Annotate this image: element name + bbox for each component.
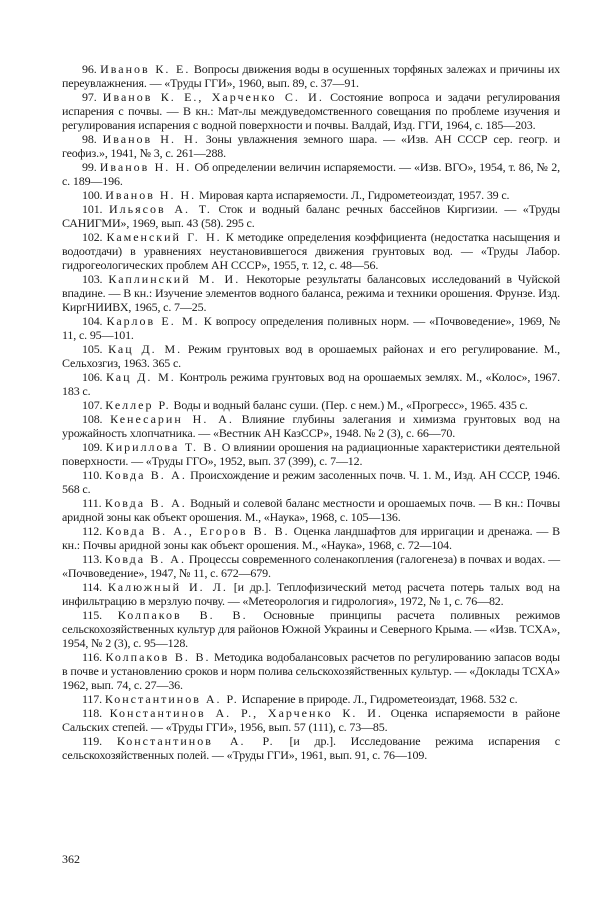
reference-text: Процессы современного соленакопления (галогенеза) в почвах и водах. — «Почвоведение», 1947, № 11, с. 672—679. — [62, 552, 560, 580]
reference-author: Колпаков В. В. — [117, 608, 248, 622]
reference-text: Состояние вопроса и задачи регулирования испарения с почвы. — В кн.: Мат-лы междуведомственного совещания по проблеме изучения и регулирования испарения с водной поверхности и почвы. Валдай, Изд. ГГИ, 1964, с. 185—203. — [62, 90, 561, 132]
reference-text: Испарение в природе. Л., Гидрометеоиздат, 1968. 532 с. — [241, 692, 518, 706]
reference-number: 114. — [82, 580, 102, 594]
reference-author: Ковда В. А., Егоров В. В. — [105, 524, 290, 538]
reference-entry — [62, 706, 560, 734]
reference-entry — [62, 608, 560, 650]
reference-author: Колпаков В. В. — [105, 650, 211, 664]
reference-author: Каплинский М. И. — [108, 272, 241, 286]
reference-number: 111. — [82, 496, 102, 510]
reference-author: Иванов К. Е. — [100, 62, 191, 76]
reference-number: 103. — [82, 272, 103, 286]
reference-number: 115. — [82, 608, 102, 622]
reference-text: Мировая карта испаряемости. Л., Гидрометеоиздат, 1957. 39 с. — [199, 188, 510, 202]
reference-entry — [62, 188, 560, 202]
page-number: 362 — [62, 852, 80, 866]
reference-entry — [62, 412, 560, 440]
reference-entry — [62, 272, 560, 314]
reference-number: 107. — [82, 398, 103, 412]
reference-list — [62, 62, 560, 762]
reference-number: 117. — [82, 692, 102, 706]
reference-text: [и др.]. Теплофизический метод расчета потерь талых вод на инфильтрацию в мерзлую почву. — «Метеорология и гидрология», 1972, № 1, с. 76—82. — [62, 580, 560, 608]
reference-text: Методика водобалансовых расчетов по регулированию запасов воды в почве и установлению сроков и норм полива сельскохозяйственных культур. — «Доклады ТСХА» 1962, вып. 74, с. 27—36. — [62, 650, 560, 692]
reference-number: 97. — [82, 90, 97, 104]
reference-author: Каменский Г. Н. — [106, 230, 222, 244]
reference-text: Основные принципы расчета поливных режимов сельскохозяйственных культур для районов Южной Украины и Северного Крыма. — «Изв. ТСХА», 1954, № 2 (3), с. 95—128. — [62, 608, 560, 650]
reference-entry — [62, 468, 560, 496]
reference-entry — [62, 62, 560, 90]
reference-number: 96. — [82, 62, 97, 76]
reference-number: 110. — [82, 468, 102, 482]
reference-text: Оценка ландшафтов для ирригации и дренажа. — В кн.: Почвы аридной зоны как объект орошения. М., «Наука», 1968, с. 72—104. — [62, 524, 560, 552]
reference-entry — [62, 440, 560, 468]
reference-number: 102. — [82, 230, 103, 244]
reference-author: Кириллова Т. В. — [105, 440, 219, 454]
reference-text: О влиянии орошения на радиационные характеристики деятельной поверхности. — «Труды ГГО», 1952, вып. 37 (399), с. 7—12. — [62, 440, 560, 468]
reference-text: Некоторые результаты балансовых исследований в Чуйской впадине. — В кн.: Изучение элементов водного баланса, режима и техники орошения. Фрунзе. Изд. КиргНИИВХ, 1965, с. 7—25. — [62, 272, 560, 314]
reference-text: Зоны увлажнения земного шара. — «Изв. АН СССР сер. геогр. и геофиз.», 1941, № 3, с. 261—288. — [62, 132, 561, 160]
reference-entry — [62, 552, 560, 580]
reference-number: 100. — [82, 188, 103, 202]
reference-author: Кац Д. М. — [105, 370, 176, 384]
reference-entry — [62, 132, 560, 160]
reference-author: Ковда В. А. — [104, 496, 187, 510]
reference-text: К методике определения коэффициента (недостатка насыщения и водоотдачи) в уравнениях неустановившегося движения грунтовых вод. — «Труды Лабор. гидрогеологических проблем АН СССР», 1955, т. 12, с. 48—56. — [62, 230, 560, 272]
reference-author: Келлер Р. — [105, 398, 171, 412]
reference-entry — [62, 734, 560, 762]
reference-entry — [62, 342, 560, 370]
reference-author: Кенесарин Н. А. — [110, 412, 234, 426]
reference-entry — [62, 90, 560, 132]
reference-text: Происхождение и режим засоленных почв. Ч. 1. М., Изд. АН СССР, 1946. 568 с. — [62, 468, 561, 496]
reference-author: Константинов А. Р. — [104, 692, 239, 706]
reference-author: Ковда В. А. — [104, 552, 186, 566]
reference-author: Кац Д. М. — [108, 342, 183, 356]
reference-entry — [62, 160, 560, 188]
reference-number: 109. — [82, 440, 103, 454]
reference-entry — [62, 202, 560, 230]
reference-number: 108. — [82, 412, 103, 426]
reference-author: Ковда В. А. — [105, 468, 187, 482]
reference-entry — [62, 692, 560, 706]
reference-text: Воды и водный баланс суши. (Пер. с нем.) М., «Прогресс», 1965. 435 с. — [173, 398, 528, 412]
reference-number: 113. — [82, 552, 102, 566]
reference-number: 118. — [82, 706, 102, 720]
reference-text: Водный и солевой баланс местности и орошаемых почв. — В кн.: Почвы аридной зоны как объект орошения. М., «Наука», 1968, с. 105—136. — [62, 496, 560, 524]
reference-text: Сток и водный баланс речных бассейнов Киргизии. — «Труды САНИГМИ», 1969, вып. 43 (58). 295 с. — [62, 202, 560, 230]
reference-number: 112. — [82, 524, 102, 538]
reference-text: Вопросы движения воды в осушенных торфяных залежах и причины их переувлажнения. — «Труды ГГИ», 1960, вып. 89, с. 37—91. — [62, 62, 561, 90]
reference-text: Об определении величин испаряемости. — «Изв. ВГО», 1954, т. 86, № 2, с. 189—196. — [62, 160, 560, 188]
reference-author: Карлов Е. М. — [106, 314, 200, 328]
reference-number: 99. — [82, 160, 97, 174]
reference-number: 106. — [82, 370, 103, 384]
reference-text: [и др.]. Исследование режима испарения с сельскохозяйственных полей. — «Труды ГГИ», 1961, вып. 91, с. 76—109. — [62, 734, 560, 762]
reference-author: Константинов А. Р., Харченко К. И. — [109, 706, 383, 720]
reference-text: Оценка испаряемости в районе Сальских степей. — «Труды ГГИ», 1956, вып. 57 (111), с. 73—85. — [62, 706, 560, 734]
reference-text: Влияние глубины залегания и химизма грунтовых вод на урожайность хлопчатника. — «Вестник АН КазССР», 1948. № 2 (3), с. 66—70. — [62, 412, 560, 440]
reference-author: Ильясов А. Т. — [108, 202, 212, 216]
reference-text: Режим грунтовых вод в орошаемых районах и его регулирование. М., Сельхозгиз, 1963. 365 с. — [62, 342, 560, 370]
reference-author: Иванов Н. Н. — [102, 132, 200, 146]
reference-number: 101. — [82, 202, 103, 216]
reference-number: 98. — [82, 132, 97, 146]
reference-author: Константинов А. Р. — [116, 734, 275, 748]
reference-number: 105. — [82, 342, 103, 356]
reference-entry — [62, 314, 560, 342]
reference-number: 119. — [82, 734, 102, 748]
reference-entry — [62, 230, 560, 272]
reference-entry — [62, 398, 560, 412]
reference-author: Калюжный И. Л. — [107, 580, 228, 594]
reference-author: Иванов Н. Н. — [99, 160, 192, 174]
reference-entry — [62, 580, 560, 608]
reference-entry — [62, 496, 560, 524]
reference-entry — [62, 650, 560, 692]
reference-author: Иванов Н. Н. — [105, 188, 197, 202]
reference-author: Иванов К. Е., Харченко С. И. — [102, 90, 324, 104]
reference-text: К вопросу определения поливных норм. — «Почвоведение», 1969, № 11, с. 95—101. — [62, 314, 560, 342]
reference-entry — [62, 370, 560, 398]
reference-number: 116. — [82, 650, 102, 664]
reference-text: Контроль режима грунтовых вод на орошаемых землях. М., «Колос», 1967. 183 с. — [62, 370, 560, 398]
reference-entry — [62, 524, 560, 552]
reference-number: 104. — [82, 314, 103, 328]
